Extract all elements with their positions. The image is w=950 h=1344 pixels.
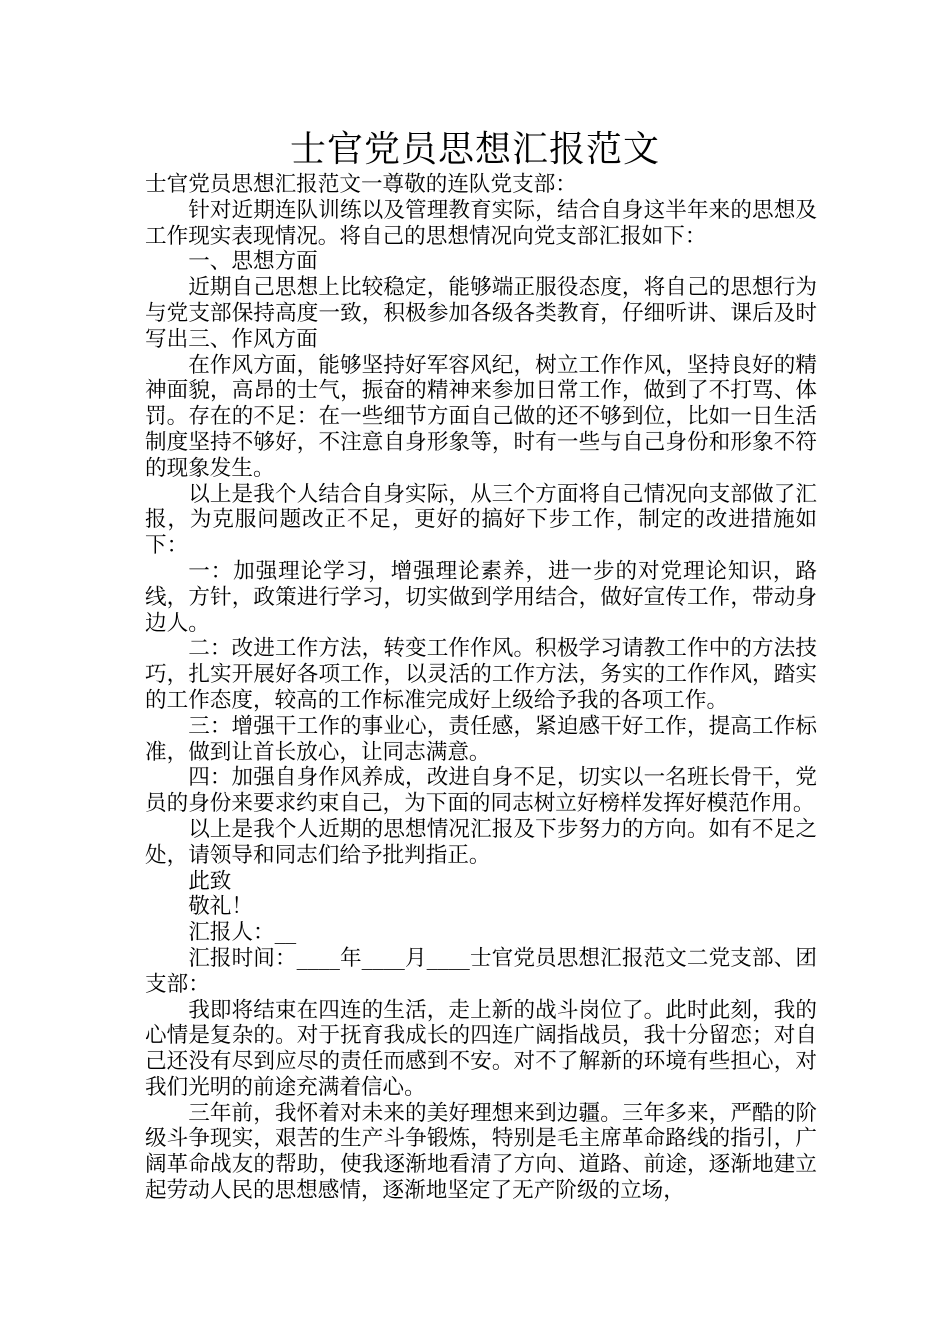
paragraph: 以上是我个人近期的思想情况汇报及下步努力的方向。如有不足之处，请领导和同志们给予批判指正。 [145, 816, 817, 868]
paragraph: 一：加强理论学习，增强理论素养，进一步的对党理论知识，路线，方针，政策进行学习，切实做到学用结合，做好宣传工作，带动身边人。 [145, 558, 817, 636]
paragraph: 近期自己思想上比较稳定，能够端正服役态度，将自己的思想行为与党支部保持高度一致，积极参加各级各类教育，仔细听讲、课后及时写出三、作风方面 [145, 275, 817, 352]
paragraph: 三：增强干工作的事业心，责任感，紧迫感干好工作，提高工作标准，做到让首长放心，让同志满意。 [145, 713, 817, 765]
section-heading: 一、思想方面 [188, 249, 318, 275]
closing-line: 此致 [188, 868, 232, 894]
closing-line: 敬礼！ [188, 894, 253, 920]
paragraph: 以上是我个人结合自身实际，从三个方面将自己情况向支部做了汇报，为克服问题改正不足，更好的搞好下步工作，制定的改进措施如下： [145, 481, 817, 559]
paragraph: 三年前，我怀着对未来的美好理想来到边疆。三年多来，严酷的阶级斗争现实，艰苦的生产斗争锻炼，特别是毛主席革命路线的指引，广阔革命战友的帮助，使我逐渐地看清了方向、道路、前途，逐渐地建立起劳动人民的思想感情，逐渐地坚定了无产阶级的立场， [145, 1100, 817, 1204]
paragraph: 在作风方面，能够坚持好军容风纪，树立工作作风，坚持良好的精神面貌，高昂的士气，振奋的精神来参加日常工作，做到了不打骂、体罚。存在的不足：在一些细节方面自己做的还不够到位，比如一日生活制度坚持不够好，不注意自身形象等，时有一些与自己身份和形象不符的现象发生。 [145, 352, 817, 481]
signature-line: 汇报人：__ [188, 920, 297, 946]
paragraph-opening: 士官党员思想汇报范文一尊敬的连队党支部： [145, 172, 577, 197]
paragraph: 我即将结束在四连的生活，走上新的战斗岗位了。此时此刻，我的心情是复杂的。对于抚育我成长的四连广阔指战员，我十分留恋；对自己还没有尽到应尽的责任而感到不安。对不了解新的环境有些担心，对我们光明的前途充满着信心。 [145, 997, 817, 1100]
document-title: 士官党员思想汇报范文 [289, 129, 660, 170]
paragraph: 四：加强自身作风养成，改进自身不足，切实以一名班长骨干，党员的身份来要求约束自己，为下面的同志树立好榜样发挥好模范作用。 [145, 765, 817, 817]
paragraph: 二：改进工作方法，转变工作作风。积极学习请教工作中的方法技巧，扎实开展好各项工作，以灵活的工作方法，务实的工作作风，踏实的工作态度，较高的工作标准完成好上级给予我的各项工作。 [145, 636, 817, 713]
date-line: 汇报时间：____年____月____士官党员思想汇报范文二党支部、团支部： [145, 945, 817, 997]
document-body [145, 172, 817, 1204]
paragraph: 针对近期连队训练以及管理教育实际，结合自身这半年来的思想及工作现实表现情况。将自己的思想情况向党支部汇报如下： [145, 197, 817, 249]
